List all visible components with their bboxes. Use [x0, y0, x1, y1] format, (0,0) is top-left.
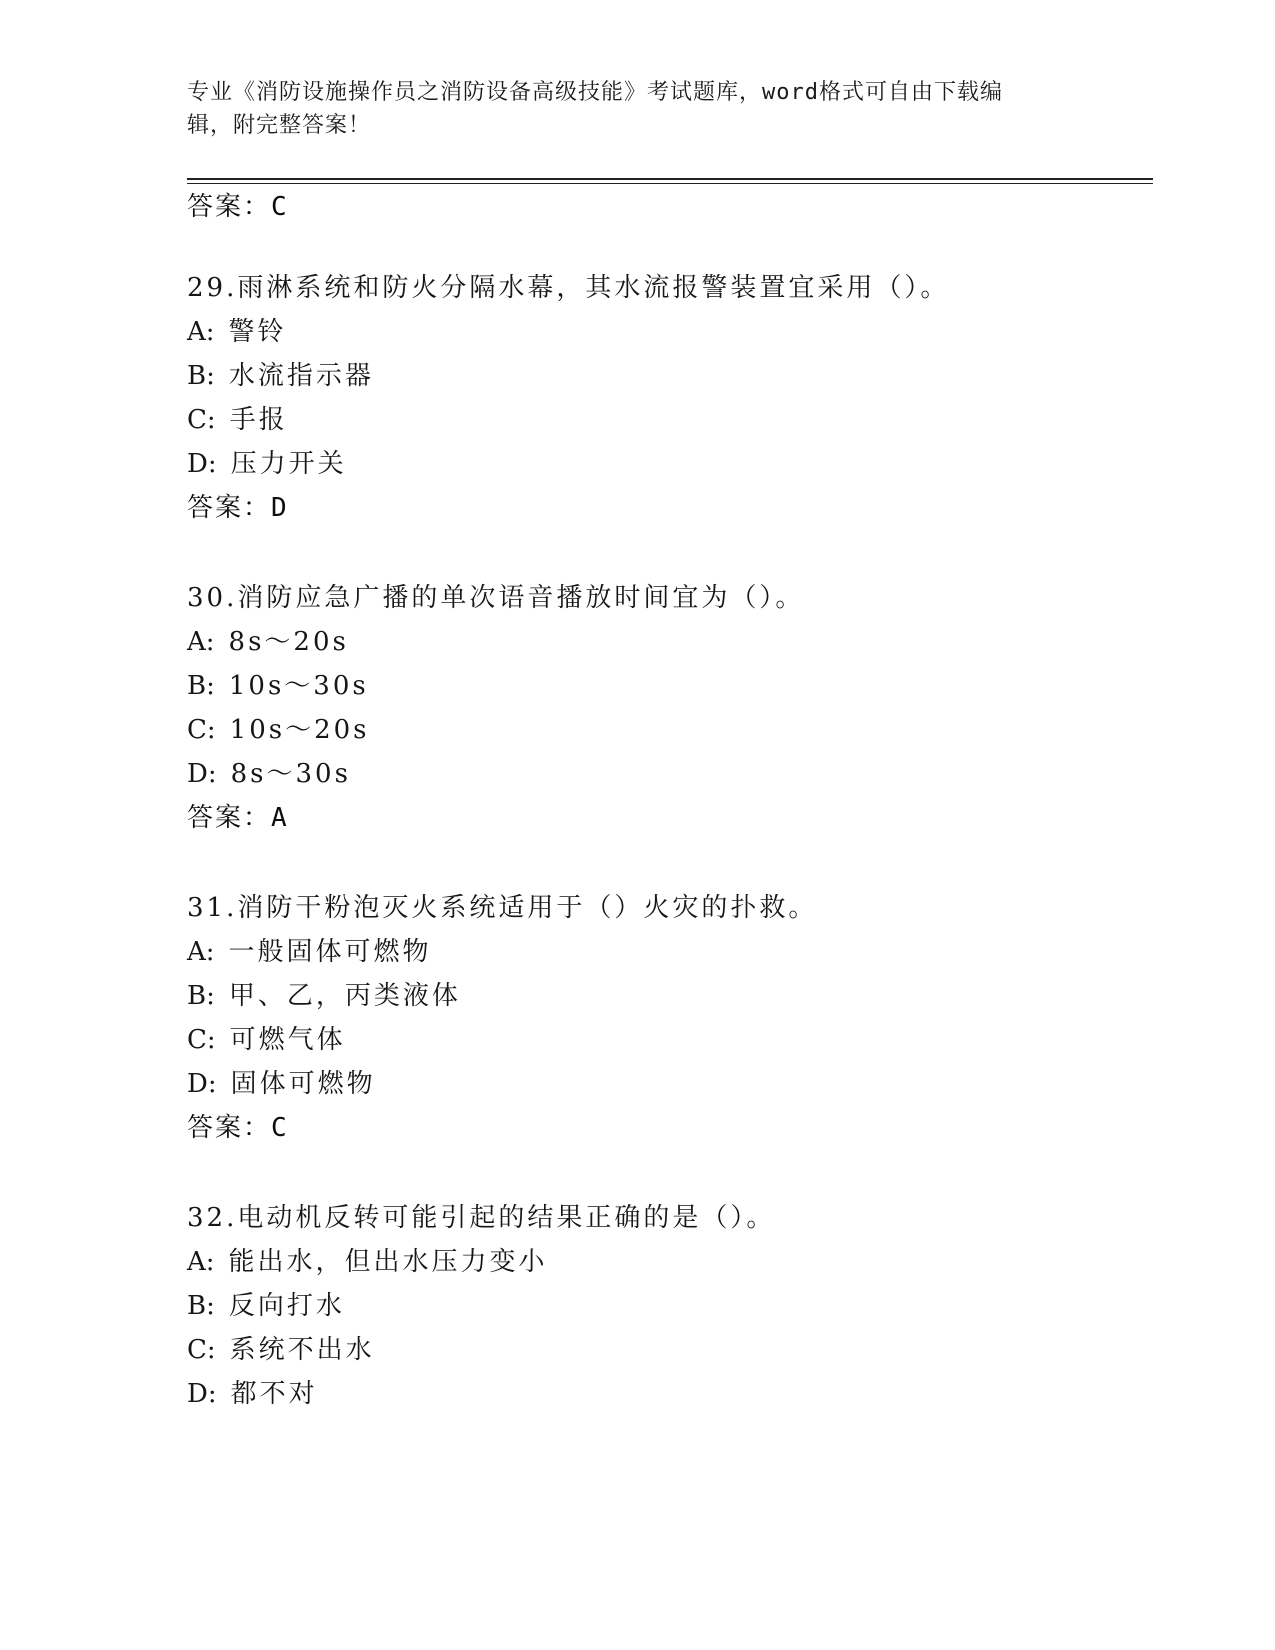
answer-label: 答案：: [187, 192, 272, 222]
header-rule-thick: [187, 178, 1153, 180]
option-text: 水流指示器: [228, 361, 374, 391]
question-32-option-b: [187, 1290, 345, 1322]
question-29-option-c: [187, 404, 288, 436]
option-text: 甲、乙，丙类液体: [228, 981, 461, 1011]
option-text: 警铃: [228, 317, 287, 347]
question-29-option-b: [187, 360, 374, 392]
option-letter: D:: [187, 449, 217, 479]
question-29-option-a: [187, 316, 287, 348]
option-letter: D:: [187, 1069, 217, 1099]
answer-value: C: [271, 1113, 289, 1143]
answer-label: 答案：: [187, 803, 272, 833]
option-text: 反向打水: [228, 1291, 345, 1321]
question-32-option-c: [187, 1334, 375, 1366]
answer-value: A: [271, 803, 289, 833]
question-31-answer: [187, 1112, 289, 1144]
option-letter: B:: [187, 671, 215, 701]
option-text: 系统不出水: [229, 1335, 375, 1365]
header-rule-thin: [187, 183, 1153, 184]
option-text: 都不对: [230, 1379, 318, 1409]
option-letter: D:: [187, 759, 217, 789]
option-text: 8s～20s: [228, 627, 349, 657]
option-text: 10s～20s: [229, 715, 370, 745]
question-30-answer: [187, 802, 289, 834]
option-letter: A:: [187, 627, 215, 657]
option-letter: C:: [187, 715, 216, 745]
option-letter: B:: [187, 1291, 215, 1321]
question-31-stem: 31.消防干粉泡灭火系统适用于（）火灾的扑救。: [187, 893, 818, 923]
header-line-1: 专业《消防设施操作员之消防设备高级技能》考试题库，word格式可自由下载编: [187, 80, 1003, 105]
answer-prev: [187, 191, 289, 223]
answer-label: 答案：: [187, 1113, 272, 1143]
question-30-option-a: [187, 626, 349, 658]
question-32-option-a: [187, 1246, 548, 1278]
question-31-option-a: [187, 936, 432, 968]
option-text: 10s～30s: [228, 671, 369, 701]
document-header: [187, 76, 1087, 142]
question-29-answer: [187, 492, 289, 524]
option-letter: C:: [187, 405, 216, 435]
answer-value: C: [271, 192, 289, 222]
question-29-stem: 29.雨淋系统和防火分隔水幕，其水流报警装置宜采用（）。: [187, 273, 950, 303]
option-text: 一般固体可燃物: [228, 937, 432, 967]
question-32-option-d: [187, 1378, 318, 1410]
question-31-option-d: [187, 1068, 376, 1100]
option-letter: C:: [187, 1025, 216, 1055]
question-31-option-b: [187, 980, 461, 1012]
option-text: 能出水，但出水压力变小: [228, 1247, 548, 1277]
option-letter: A:: [187, 937, 215, 967]
question-30-option-d: [187, 758, 351, 790]
option-letter: B:: [187, 981, 215, 1011]
option-text: 8s～30s: [230, 759, 351, 789]
question-30-option-c: [187, 714, 370, 746]
question-29-option-d: [187, 448, 347, 480]
option-letter: C:: [187, 1335, 216, 1365]
header-line-2: 辑，附完整答案！: [187, 113, 372, 138]
question-30-option-b: [187, 670, 369, 702]
answer-label: 答案：: [187, 493, 272, 523]
option-letter: B:: [187, 361, 215, 391]
question-30-stem: 30.消防应急广播的单次语音播放时间宜为（）。: [187, 583, 805, 613]
option-letter: D:: [187, 1379, 217, 1409]
answer-value: D: [271, 493, 289, 523]
question-32-stem: 32.电动机反转可能引起的结果正确的是（）。: [187, 1203, 776, 1233]
option-text: 可燃气体: [229, 1025, 346, 1055]
option-text: 手报: [229, 405, 288, 435]
option-letter: A:: [187, 317, 215, 347]
option-letter: A:: [187, 1247, 215, 1277]
option-text: 压力开关: [230, 449, 347, 479]
question-31-option-c: [187, 1024, 346, 1056]
option-text: 固体可燃物: [230, 1069, 376, 1099]
